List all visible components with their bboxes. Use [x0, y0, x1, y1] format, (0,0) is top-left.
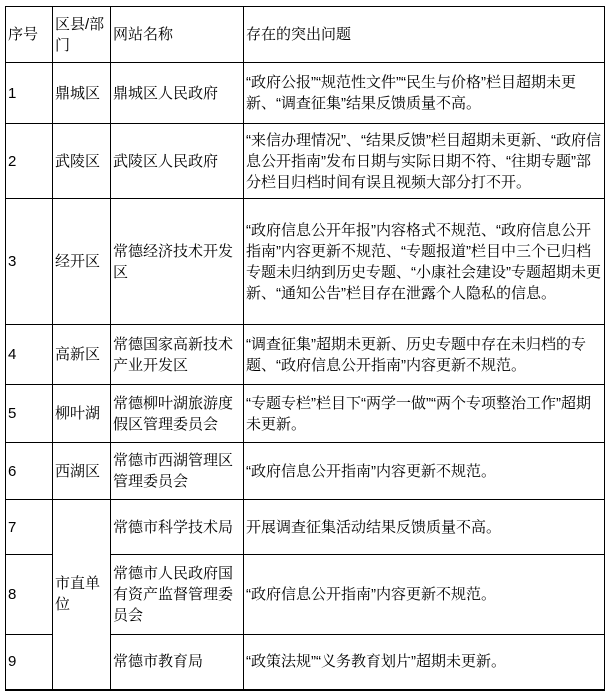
cell-issues: “政策法规”“义务教育划片”超期未更新。 — [244, 635, 605, 690]
header-issues: 存在的突出问题 — [244, 7, 605, 63]
cell-site: 常德市西湖管理区管理委员会 — [111, 443, 244, 500]
cell-site: 常德市人民政府国有资产监督管理委员会 — [111, 555, 244, 635]
cell-district: 柳叶湖 — [53, 385, 111, 443]
cell-issues: “政府公报”“规范性文件”“民生与价格”栏目超期未更新、“调查征集”结果反馈质量不高。 — [244, 63, 605, 124]
table-row — [6, 124, 605, 199]
cell-issues: “专题专栏”栏目下“两学一做”“两个专项整治工作”超期未更新。 — [244, 385, 605, 443]
cell-district-merged: 市直单位 — [53, 500, 111, 690]
cell-district: 武陵区 — [53, 124, 111, 199]
table-header-row — [6, 7, 605, 63]
cell-seq: 1 — [6, 63, 53, 124]
cell-site: 常德市教育局 — [111, 635, 244, 690]
cell-issues: “政府信息公开年报”内容格式不规范、“政府信息公开指南”内容更新不规范、“专题报道”栏目中三个已归档专题未归纳到历史专题、“小康社会建设”专题超期未更新、“通知公告”栏目存在泄露个人隐私的信息。 — [244, 199, 605, 325]
cell-site: 常德柳叶湖旅游度假区管理委员会 — [111, 385, 244, 443]
cell-district: 经开区 — [53, 199, 111, 325]
header-site: 网站名称 — [111, 7, 244, 63]
cell-seq: 2 — [6, 124, 53, 199]
cell-district: 鼎城区 — [53, 63, 111, 124]
cell-site: 鼎城区人民政府 — [111, 63, 244, 124]
table-row — [6, 325, 605, 385]
table-row — [6, 385, 605, 443]
cell-seq: 4 — [6, 325, 53, 385]
cell-seq: 8 — [6, 555, 53, 635]
table-row — [6, 500, 605, 555]
cell-site: 常德国家高新技术产业开发区 — [111, 325, 244, 385]
cell-issues: “调查征集”超期未更新、历史专题中存在未归档的专题、“政府信息公开指南”内容更新不规范。 — [244, 325, 605, 385]
cell-seq: 7 — [6, 500, 53, 555]
header-seq: 序号 — [6, 7, 53, 63]
cell-district: 西湖区 — [53, 443, 111, 500]
header-district: 区县/部门 — [53, 7, 111, 63]
cell-issues: “政府信息公开指南”内容更新不规范。 — [244, 443, 605, 500]
cell-issues: “来信办理情况”、“结果反馈”栏目超期未更新、“政府信息公开指南”发布日期与实际日期不符、“往期专题”部分栏目归档时间有误且视频大部分打不开。 — [244, 124, 605, 199]
cell-district: 高新区 — [53, 325, 111, 385]
cell-site: 武陵区人民政府 — [111, 124, 244, 199]
table-row — [6, 63, 605, 124]
cell-site: 常德经济技术开发区 — [111, 199, 244, 325]
cell-seq: 6 — [6, 443, 53, 500]
cell-issues: “政府信息公开指南”内容更新不规范。 — [244, 555, 605, 635]
cell-seq: 9 — [6, 635, 53, 690]
table-row — [6, 199, 605, 325]
website-issues-table — [5, 6, 605, 691]
cell-issues: 开展调查征集活动结果反馈质量不高。 — [244, 500, 605, 555]
cell-seq: 5 — [6, 385, 53, 443]
cell-site: 常德市科学技术局 — [111, 500, 244, 555]
cell-seq: 3 — [6, 199, 53, 325]
table-row — [6, 443, 605, 500]
